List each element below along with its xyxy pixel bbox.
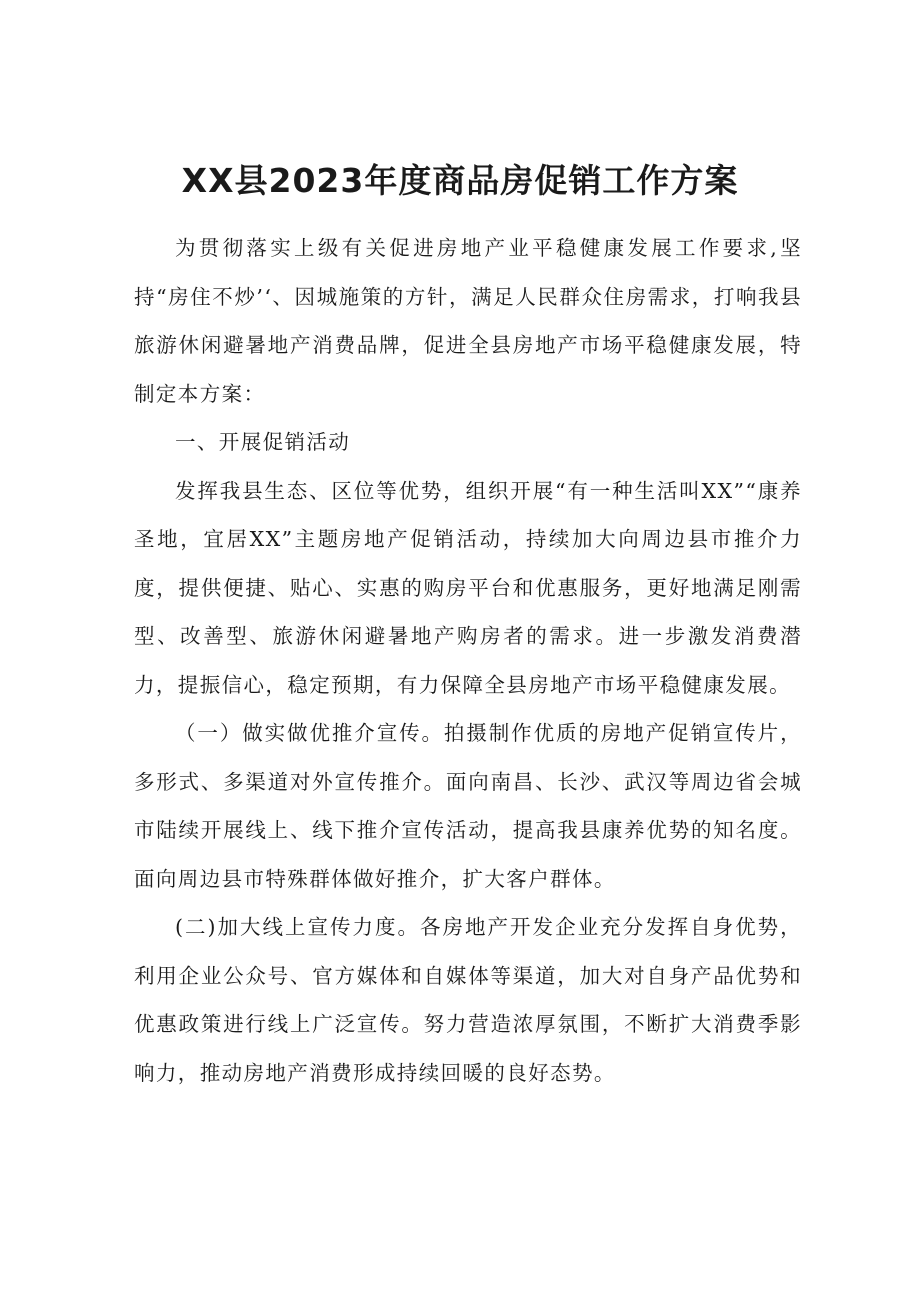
section-heading: 一、开展促销活动 <box>175 430 351 454</box>
document-body <box>134 224 802 1097</box>
intro-paragraph: 为贯彻落实上级有关促进房地产业平稳健康发展工作要求,坚持“房住不炒’‘、因城施策的方针，满足人民群众住房需求，打响我县旅游休闲避暑地产消费品牌，促进全县房地产市场平稳健康发展，特制定本方案： <box>134 236 802 406</box>
subsection-1-paragraph: （一）做实做优推介宣传。拍摄制作优质的房地产促销宣传片，多形式、多渠道对外宣传推介。面向南昌、长沙、武汉等周边省会城市陆续开展线上、线下推介宣传活动，提高我县康养优势的知名度。面向周边县市特殊群体做好推介，扩大客户群体。 <box>134 721 802 891</box>
section-paragraph: 发挥我县生态、区位等优势，组织开展“有一种生活叫XX”“康养圣地，宜居XX”主题房地产促销活动，持续加大向周边县市推介力度，提供便捷、贴心、实惠的购房平台和优惠服务，更好地满足刚需型、改善型、旅游休闲避暑地产购房者的需求。进一步激发消费潜力，提振信心，稳定预期，有力保障全县房地产市场平稳健康发展。 <box>134 478 802 697</box>
subsection-2-paragraph: (二)加大线上宣传力度。各房地产开发企业充分发挥自身优势，利用企业公众号、官方媒体和自媒体等渠道，加大对自身产品优势和优惠政策进行线上广泛宣传。努力营造浓厚氛围，不断扩大消费季影响力，推动房地产消费形成持续回暖的良好态势。 <box>134 915 802 1085</box>
document-title: XX县2023年度商品房促销工作方案 <box>181 161 739 200</box>
